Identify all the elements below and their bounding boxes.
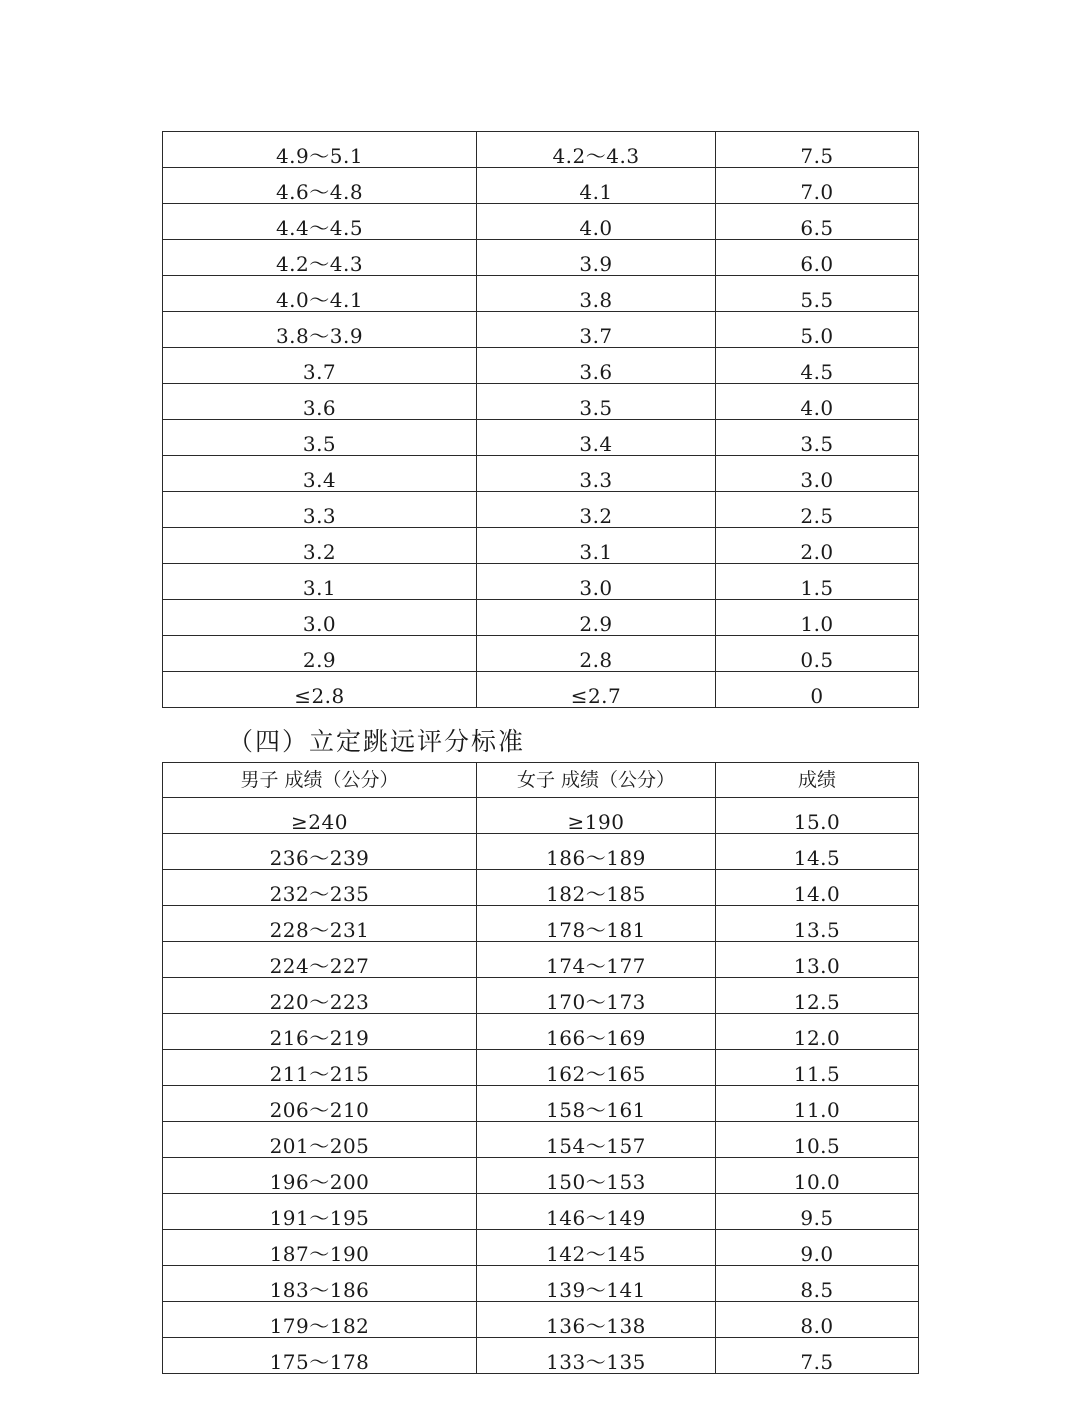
table-row bbox=[163, 276, 919, 312]
cell-points: 8.0 bbox=[716, 1302, 919, 1338]
cell-male: 216～219 bbox=[163, 1014, 477, 1050]
cell-male: 220～223 bbox=[163, 978, 477, 1014]
cell-male: 2.9 bbox=[163, 636, 477, 672]
cell-points: 5.5 bbox=[716, 276, 919, 312]
cell-female: 4.2～4.3 bbox=[477, 132, 716, 168]
table-row bbox=[163, 834, 919, 870]
cell-points: 0 bbox=[716, 672, 919, 708]
cell-male: 4.9～5.1 bbox=[163, 132, 477, 168]
cell-points: 10.5 bbox=[716, 1122, 919, 1158]
cell-female: 154～157 bbox=[477, 1122, 716, 1158]
cell-points: 13.5 bbox=[716, 906, 919, 942]
cell-points: 13.0 bbox=[716, 942, 919, 978]
cell-points: 0.5 bbox=[716, 636, 919, 672]
cell-points: 10.0 bbox=[716, 1158, 919, 1194]
table-row bbox=[163, 528, 919, 564]
cell-female: ≥190 bbox=[477, 798, 716, 834]
cell-female: 139～141 bbox=[477, 1266, 716, 1302]
table-row bbox=[163, 1086, 919, 1122]
cell-female: 3.1 bbox=[477, 528, 716, 564]
score-table-continued-body bbox=[163, 132, 919, 708]
cell-female: 186～189 bbox=[477, 834, 716, 870]
table-row bbox=[163, 1122, 919, 1158]
cell-points: 1.0 bbox=[716, 600, 919, 636]
table-row bbox=[163, 420, 919, 456]
cell-male: 3.6 bbox=[163, 384, 477, 420]
cell-male: 196～200 bbox=[163, 1158, 477, 1194]
cell-female: 3.8 bbox=[477, 276, 716, 312]
score-table-continued bbox=[162, 131, 919, 708]
cell-points: 8.5 bbox=[716, 1266, 919, 1302]
cell-female: 3.7 bbox=[477, 312, 716, 348]
table-row bbox=[163, 1014, 919, 1050]
cell-male: 3.5 bbox=[163, 420, 477, 456]
cell-female: 174～177 bbox=[477, 942, 716, 978]
cell-male: 3.1 bbox=[163, 564, 477, 600]
cell-female: 133～135 bbox=[477, 1338, 716, 1374]
cell-points: 6.0 bbox=[716, 240, 919, 276]
cell-male: 228～231 bbox=[163, 906, 477, 942]
cell-male: 201～205 bbox=[163, 1122, 477, 1158]
cell-female: 182～185 bbox=[477, 870, 716, 906]
table-row bbox=[163, 492, 919, 528]
table-row bbox=[163, 906, 919, 942]
table-header-row bbox=[163, 763, 919, 798]
cell-points: 7.0 bbox=[716, 168, 919, 204]
table-row bbox=[163, 978, 919, 1014]
table-row bbox=[163, 1302, 919, 1338]
cell-female: 3.0 bbox=[477, 564, 716, 600]
cell-points: 2.5 bbox=[716, 492, 919, 528]
cell-points: 7.5 bbox=[716, 132, 919, 168]
cell-female: 4.0 bbox=[477, 204, 716, 240]
cell-points: 4.0 bbox=[716, 384, 919, 420]
table-row bbox=[163, 312, 919, 348]
cell-male: 224～227 bbox=[163, 942, 477, 978]
cell-points: 14.0 bbox=[716, 870, 919, 906]
table-row bbox=[163, 1050, 919, 1086]
table-row bbox=[163, 1194, 919, 1230]
cell-male: 232～235 bbox=[163, 870, 477, 906]
table-row bbox=[163, 1338, 919, 1374]
cell-points: 1.5 bbox=[716, 564, 919, 600]
cell-male: 4.2～4.3 bbox=[163, 240, 477, 276]
cell-female: 3.6 bbox=[477, 348, 716, 384]
cell-female: 136～138 bbox=[477, 1302, 716, 1338]
table-row bbox=[163, 600, 919, 636]
cell-male: 206～210 bbox=[163, 1086, 477, 1122]
section-heading: （四）立定跳远评分标准 bbox=[228, 727, 526, 756]
table-row bbox=[163, 672, 919, 708]
cell-female: 3.3 bbox=[477, 456, 716, 492]
cell-points: 4.5 bbox=[716, 348, 919, 384]
cell-points: 14.5 bbox=[716, 834, 919, 870]
table-row bbox=[163, 240, 919, 276]
cell-female: 3.4 bbox=[477, 420, 716, 456]
cell-male: 175～178 bbox=[163, 1338, 477, 1374]
cell-points: 9.0 bbox=[716, 1230, 919, 1266]
cell-female: 3.9 bbox=[477, 240, 716, 276]
cell-female: 142～145 bbox=[477, 1230, 716, 1266]
table-row bbox=[163, 636, 919, 672]
table-row bbox=[163, 1266, 919, 1302]
cell-male: 191～195 bbox=[163, 1194, 477, 1230]
cell-points: 9.5 bbox=[716, 1194, 919, 1230]
header-female-score: 女子 成绩（公分） bbox=[477, 763, 716, 798]
cell-male: 187～190 bbox=[163, 1230, 477, 1266]
cell-male: 4.6～4.8 bbox=[163, 168, 477, 204]
table-row bbox=[163, 1158, 919, 1194]
table-row bbox=[163, 384, 919, 420]
cell-points: 11.5 bbox=[716, 1050, 919, 1086]
cell-points: 11.0 bbox=[716, 1086, 919, 1122]
cell-points: 3.5 bbox=[716, 420, 919, 456]
standing-long-jump-table bbox=[162, 762, 919, 1374]
cell-male: 179～182 bbox=[163, 1302, 477, 1338]
cell-male: 3.7 bbox=[163, 348, 477, 384]
cell-male: 3.8～3.9 bbox=[163, 312, 477, 348]
table-row bbox=[163, 1230, 919, 1266]
standing-long-jump-table-body bbox=[163, 798, 919, 1374]
cell-points: 15.0 bbox=[716, 798, 919, 834]
cell-male: 3.4 bbox=[163, 456, 477, 492]
cell-female: 3.5 bbox=[477, 384, 716, 420]
cell-male: 236～239 bbox=[163, 834, 477, 870]
cell-points: 2.0 bbox=[716, 528, 919, 564]
table-row bbox=[163, 168, 919, 204]
cell-male: 4.0～4.1 bbox=[163, 276, 477, 312]
table-row bbox=[163, 798, 919, 834]
cell-female: 2.9 bbox=[477, 600, 716, 636]
cell-points: 12.0 bbox=[716, 1014, 919, 1050]
cell-female: 4.1 bbox=[477, 168, 716, 204]
cell-female: 150～153 bbox=[477, 1158, 716, 1194]
table-row bbox=[163, 132, 919, 168]
cell-male: ≤2.8 bbox=[163, 672, 477, 708]
cell-female: 158～161 bbox=[477, 1086, 716, 1122]
cell-male: 211～215 bbox=[163, 1050, 477, 1086]
header-points: 成绩 bbox=[716, 763, 919, 798]
cell-male: 3.2 bbox=[163, 528, 477, 564]
header-male-score: 男子 成绩（公分） bbox=[163, 763, 477, 798]
cell-points: 3.0 bbox=[716, 456, 919, 492]
cell-female: 178～181 bbox=[477, 906, 716, 942]
table-row bbox=[163, 870, 919, 906]
cell-points: 5.0 bbox=[716, 312, 919, 348]
cell-male: 183～186 bbox=[163, 1266, 477, 1302]
table-row bbox=[163, 348, 919, 384]
cell-female: 2.8 bbox=[477, 636, 716, 672]
cell-points: 7.5 bbox=[716, 1338, 919, 1374]
table-row bbox=[163, 564, 919, 600]
cell-male: 4.4～4.5 bbox=[163, 204, 477, 240]
cell-female: 146～149 bbox=[477, 1194, 716, 1230]
cell-female: 166～169 bbox=[477, 1014, 716, 1050]
cell-female: 170～173 bbox=[477, 978, 716, 1014]
cell-male: 3.3 bbox=[163, 492, 477, 528]
table-row bbox=[163, 942, 919, 978]
cell-female: 162～165 bbox=[477, 1050, 716, 1086]
cell-female: 3.2 bbox=[477, 492, 716, 528]
cell-female: ≤2.7 bbox=[477, 672, 716, 708]
table-row bbox=[163, 456, 919, 492]
cell-points: 12.5 bbox=[716, 978, 919, 1014]
cell-male: 3.0 bbox=[163, 600, 477, 636]
cell-points: 6.5 bbox=[716, 204, 919, 240]
table-row bbox=[163, 204, 919, 240]
cell-male: ≥240 bbox=[163, 798, 477, 834]
